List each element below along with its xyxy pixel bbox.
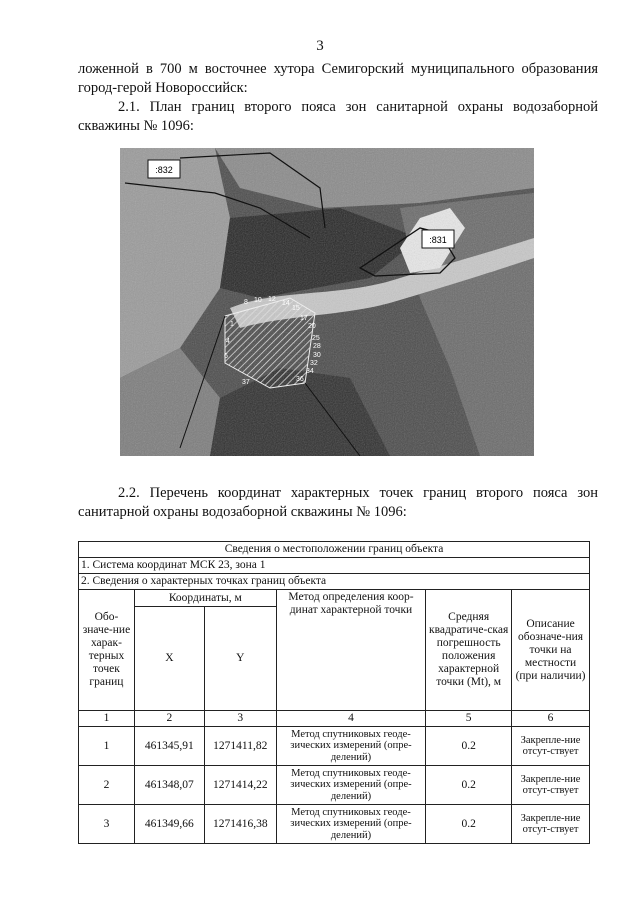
accuracy-cell: 0.2 [426, 766, 512, 805]
map-point-label: 25 [312, 335, 320, 342]
parcel-label-831: :831 [429, 235, 447, 245]
header-accuracy: Средняя квадратиче-ская погрешность положения характерной точки (Mt), м [426, 590, 512, 711]
table-row [79, 805, 590, 844]
y-cell: 1271416,38 [204, 805, 276, 844]
accuracy-cell: 0.2 [426, 727, 512, 766]
header-coordinates: Координаты, м [134, 590, 276, 607]
point-cell: 1 [79, 727, 135, 766]
x-cell: 461348,07 [134, 766, 204, 805]
method-cell: Метод спутниковых геоде-зических измерений (опре-делений) [276, 766, 425, 805]
table-row [79, 727, 590, 766]
map-point-label: 30 [313, 352, 321, 359]
map-point-label: 37 [242, 379, 250, 386]
map-point-label: 8 [244, 299, 248, 306]
header-point-designation: Обо-значе-ние харак-терных точек границ [79, 590, 135, 711]
map-point-label: 6 [224, 353, 228, 360]
point-cell: 3 [79, 805, 135, 844]
coordinates-table [78, 541, 590, 844]
col-number: 2 [134, 711, 204, 727]
col-number: 1 [79, 711, 135, 727]
map-point-label: 15 [292, 305, 300, 312]
coordinate-system-row: 1. Система координат МСК 23, зона 1 [79, 558, 590, 574]
map-point-label: 36 [296, 376, 304, 383]
section-2-2-heading: 2.2. Перечень координат характерных точек границ второго пояса зон санитарной охраны водозаборной скважины № 1096: [78, 485, 598, 520]
y-cell: 1271411,82 [204, 727, 276, 766]
map-point-label: 10 [254, 297, 262, 304]
header-method: Метод определения коор-динат характерной точки [276, 590, 425, 711]
description-cell: Закрепле-ние отсут-ствует [512, 805, 590, 844]
map-point-label: 12 [268, 296, 276, 303]
point-cell: 2 [79, 766, 135, 805]
section-2-1-heading: 2.1. План границ второго пояса зон санитарной охраны водозаборной скважины № 1096: [78, 99, 598, 134]
method-cell: Метод спутниковых геоде-зических измерений (опре-делений) [276, 727, 425, 766]
page-number: 3 [316, 38, 324, 54]
x-cell: 461345,91 [134, 727, 204, 766]
header-x: X [134, 607, 204, 711]
table-title: Сведения о местоположении границ объекта [79, 542, 590, 558]
y-cell: 1271414,22 [204, 766, 276, 805]
x-cell: 461349,66 [134, 805, 204, 844]
satellite-map-image [120, 148, 534, 456]
map-point-label: 20 [308, 323, 316, 330]
accuracy-cell: 0.2 [426, 805, 512, 844]
map-point-label: 32 [310, 360, 318, 367]
map-point-label: 4 [226, 338, 230, 345]
parcel-label-832: :832 [155, 165, 173, 175]
map-point-label: 1 [230, 321, 234, 328]
header-y: Y [204, 607, 276, 711]
method-cell: Метод спутниковых геоде-зических измерений (опре-делений) [276, 805, 425, 844]
map-point-label: 28 [313, 343, 321, 350]
description-cell: Закрепле-ние отсут-ствует [512, 766, 590, 805]
map-point-label: 14 [282, 300, 290, 307]
col-number: 5 [426, 711, 512, 727]
col-number: 6 [512, 711, 590, 727]
header-description: Описание обозначе-ния точки на местности (при наличии) [512, 590, 590, 711]
map-point-label: 34 [306, 368, 314, 375]
map-point-label: 17 [300, 315, 308, 322]
col-number: 3 [204, 711, 276, 727]
table-row [79, 766, 590, 805]
points-info-row: 2. Сведения о характерных точках границ объекта [79, 574, 590, 590]
intro-paragraph: ложенной в 700 м восточнее хутора Семигорский муниципального образования город-герой Новороссийск: [78, 61, 598, 96]
col-number: 4 [276, 711, 425, 727]
description-cell: Закрепле-ние отсут-ствует [512, 727, 590, 766]
